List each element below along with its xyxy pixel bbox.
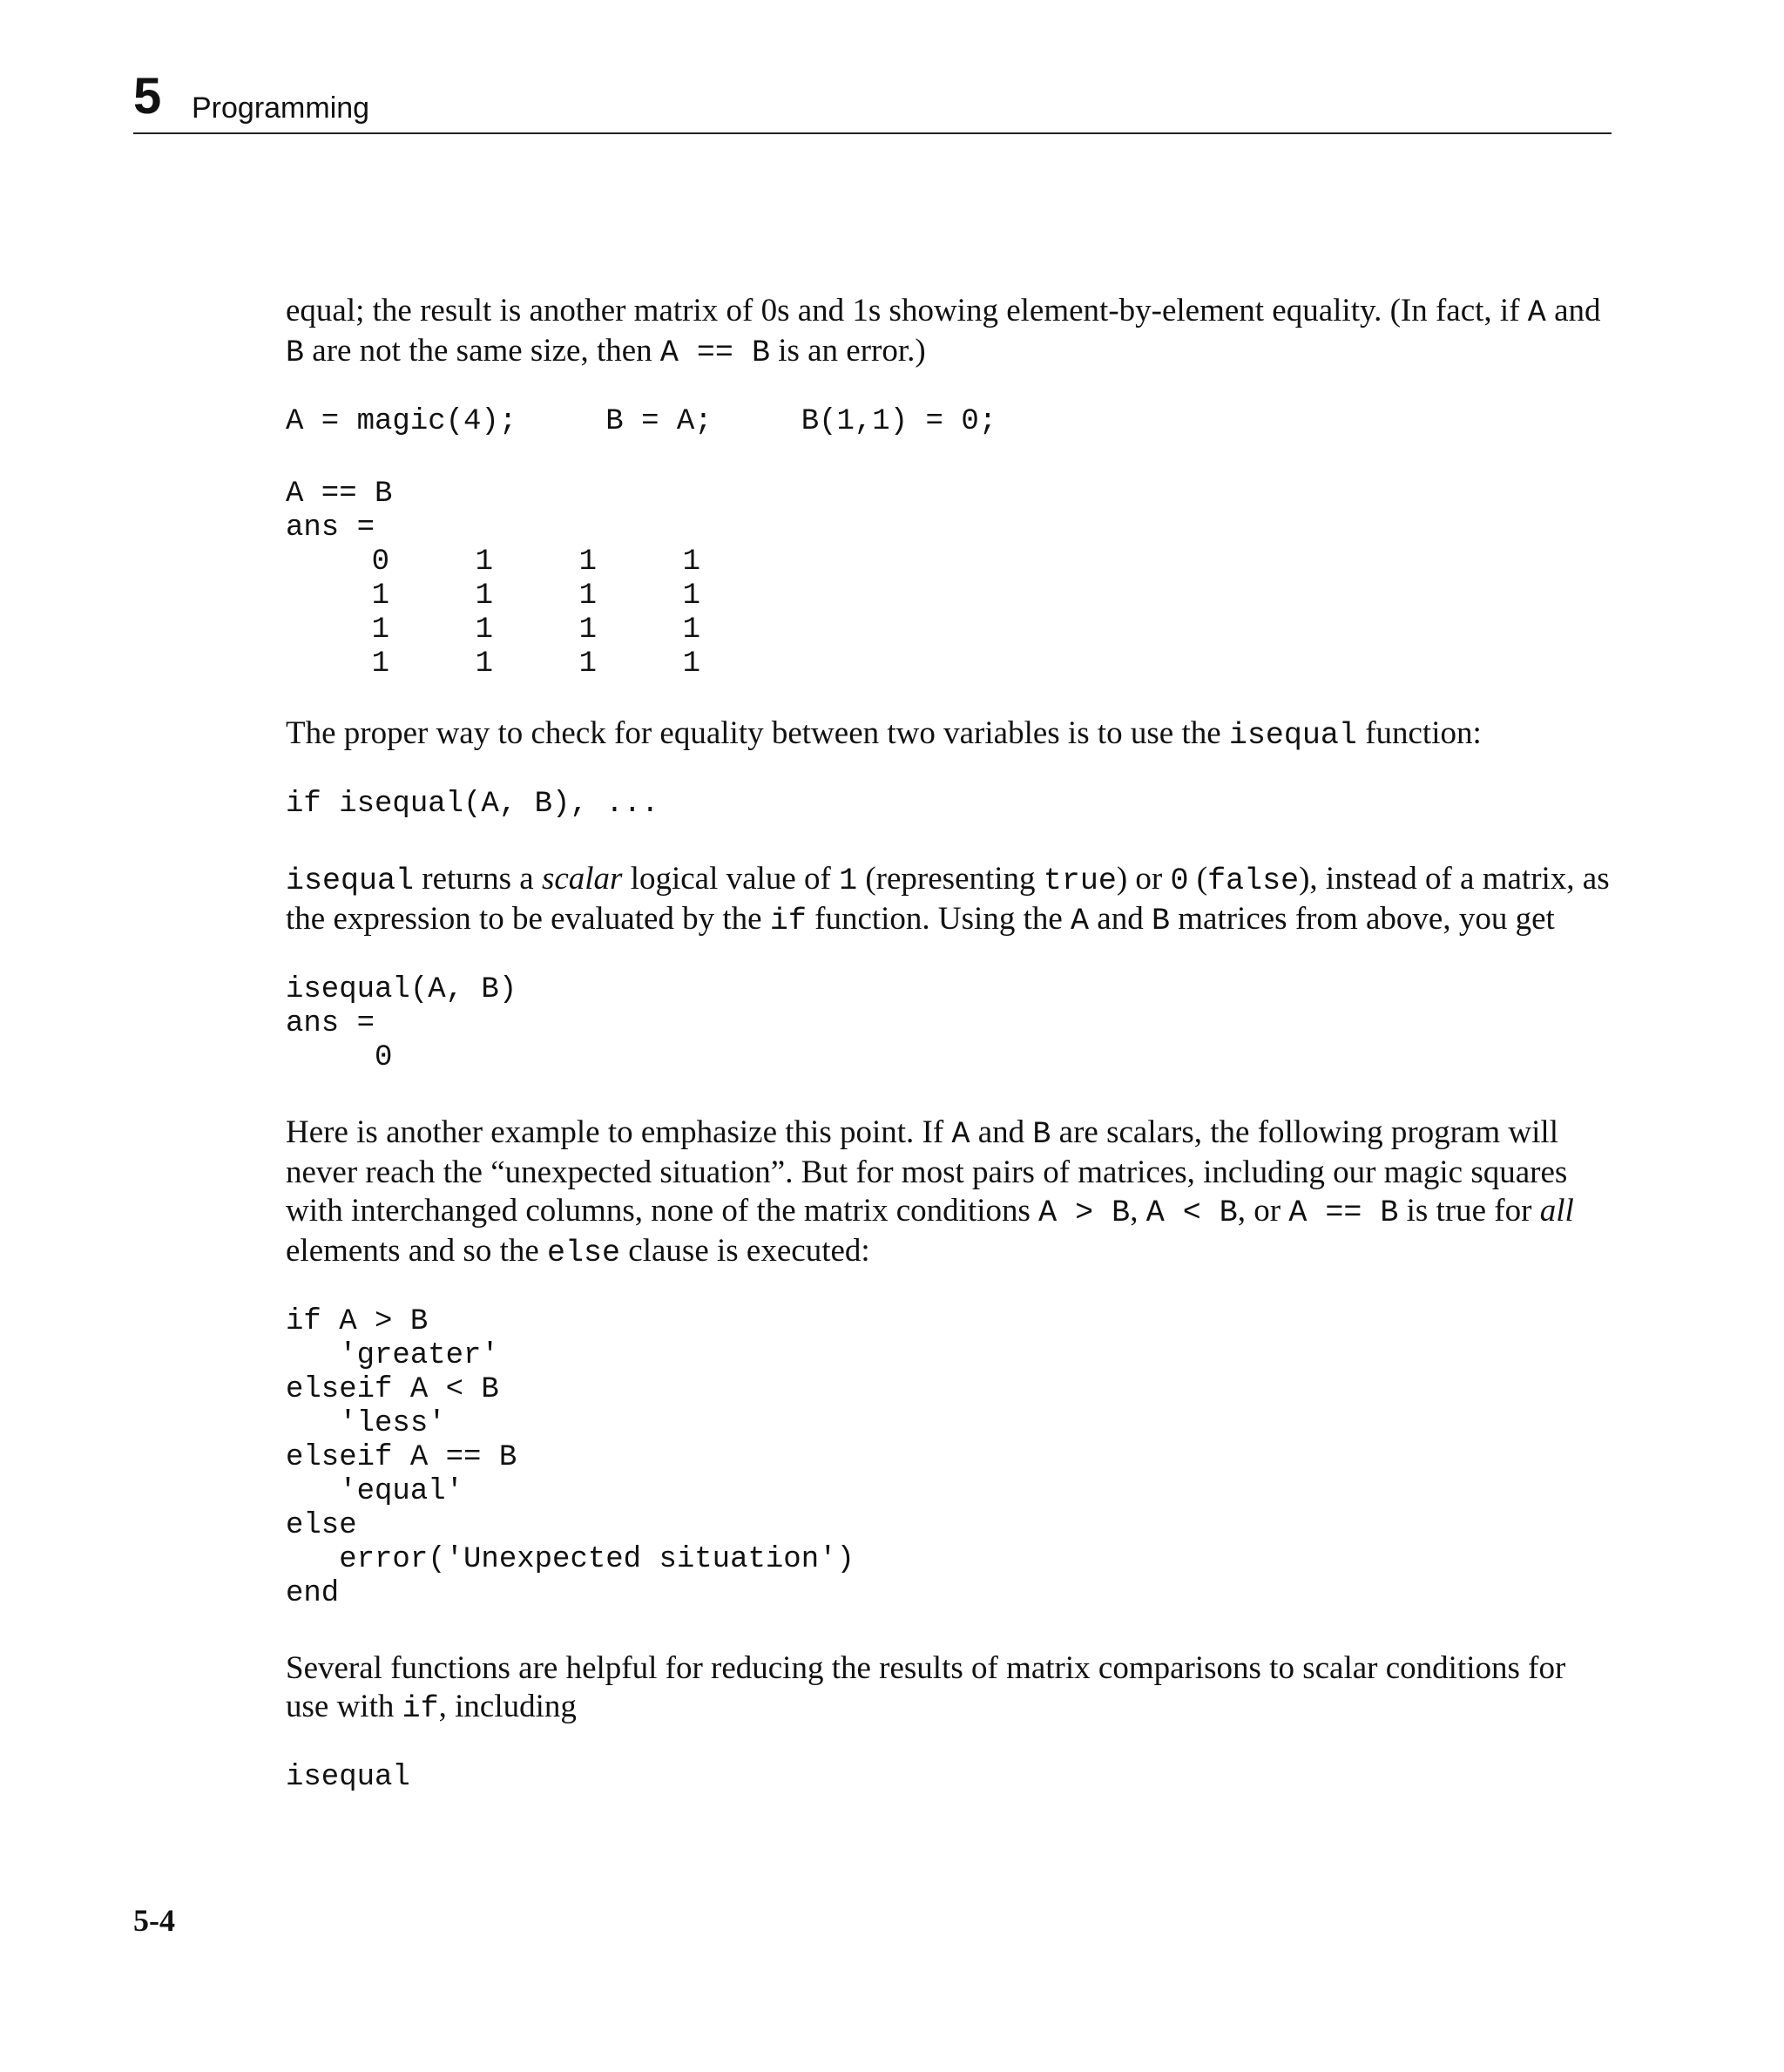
text-run: The proper way to check for equality between two variables is to use the (286, 715, 1229, 751)
text-run: Here is another example to emphasize this point. If (286, 1114, 952, 1150)
inline-code: B (1151, 904, 1170, 938)
code-line: 0 (286, 1041, 393, 1074)
code-block-comparison (286, 477, 1610, 545)
matrix-row (286, 545, 1610, 579)
inline-code: A > B (1038, 1195, 1131, 1230)
inline-code: A == B (1288, 1195, 1399, 1230)
inline-code: false (1207, 863, 1300, 898)
matrix-cell: 1 (475, 545, 493, 579)
text-run: , (1130, 1193, 1146, 1229)
inline-code: else (547, 1236, 621, 1270)
inline-code: if (402, 1691, 439, 1726)
code-line: if isequal(A, B), ... (286, 788, 659, 821)
inline-code: 1 (839, 863, 858, 898)
chapter-title: Programming (192, 91, 370, 125)
code-line: A = magic(4); B = A; B(1,1) = 0; (286, 405, 997, 438)
code-line: ans = (286, 1007, 375, 1040)
matrix-cell: 1 (578, 647, 597, 681)
code-line: else (286, 1509, 357, 1542)
result-matrix (286, 545, 1610, 681)
text-run: are not the same size, then (304, 333, 660, 369)
code-block-function-list (286, 1761, 1610, 1795)
matrix-row (286, 579, 1610, 613)
code-line: ans = (286, 511, 375, 545)
code-block-isequal-result (286, 973, 1610, 1075)
text-run: Several functions are helpful for reducing the results of matrix comparisons to scalar conditions for use with (286, 1650, 1566, 1724)
code-line: error('Unexpected situation') (286, 1543, 855, 1576)
code-line: isequal(A, B) (286, 973, 517, 1006)
text-run: , or (1237, 1193, 1289, 1229)
inline-code: A < B (1145, 1195, 1238, 1230)
code-line: elseif A == B (286, 1441, 517, 1474)
text-run: elements and so the (286, 1233, 548, 1269)
emphasis: all (1539, 1193, 1574, 1229)
matrix-cell: 1 (371, 613, 389, 647)
page-number: 5-4 (133, 1903, 175, 1938)
code-line: if A > B (286, 1305, 429, 1338)
code-block-if-elseif (286, 1305, 1610, 1611)
text-run: function. Using the (806, 901, 1071, 937)
inline-code: A == B (659, 335, 770, 370)
inline-code: isequal (286, 863, 415, 898)
text-run: (representing (857, 861, 1044, 897)
matrix-cell: 1 (475, 647, 493, 681)
text-run: , including (438, 1689, 577, 1724)
matrix-cell: 1 (475, 579, 493, 613)
text-run: function: (1356, 715, 1482, 751)
code-block-setup (286, 405, 1610, 439)
code-line: elseif A < B (286, 1373, 499, 1406)
text-run: clause is executed: (620, 1233, 870, 1269)
chapter-number: 5 (133, 68, 162, 125)
matrix-row (286, 613, 1610, 647)
matrix-cell: 0 (371, 545, 389, 579)
code-line: A == B (286, 477, 393, 511)
code-line: 'equal' (286, 1475, 464, 1508)
inline-code: if (769, 904, 807, 938)
matrix-row (286, 647, 1610, 681)
text-run: are scalars, the following program will never reach the “unexpected situation”. But for most pairs of matrices, including our magic squares with interchanged columns, none of the matrix conditions (286, 1114, 1568, 1229)
page-content (286, 292, 1610, 1795)
text-run: and (1545, 293, 1601, 328)
code-line: end (286, 1577, 340, 1610)
inline-code: isequal (1228, 718, 1357, 753)
text-run: is true for (1398, 1193, 1540, 1229)
text-run: ( (1188, 861, 1208, 897)
matrix-cell: 1 (682, 545, 700, 579)
text-run: logical value of (622, 861, 840, 897)
text-run: returns a (414, 861, 542, 897)
matrix-cell: 1 (682, 613, 700, 647)
matrix-cell: 1 (682, 579, 700, 613)
paragraph-isequal-intro (286, 714, 1610, 755)
inline-code: A (951, 1117, 970, 1152)
inline-code: A (1071, 904, 1090, 938)
text-run: and (1089, 901, 1152, 937)
code-block-isequal-if (286, 788, 1610, 822)
text-run: ) or (1116, 861, 1171, 897)
paragraph-isequal-returns (286, 860, 1610, 940)
matrix-cell: 1 (578, 579, 597, 613)
matrix-cell: 1 (475, 613, 493, 647)
inline-code: B (286, 335, 305, 370)
inline-code: true (1043, 863, 1117, 898)
matrix-cell: 1 (578, 545, 597, 579)
emphasis: scalar (541, 861, 623, 897)
inline-code: 0 (1170, 863, 1189, 898)
code-line: 'greater' (286, 1339, 499, 1372)
paragraph-another-example (286, 1114, 1610, 1272)
matrix-cell: 1 (371, 647, 389, 681)
text-run: matrices from above, you get (1170, 901, 1555, 937)
code-line: 'less' (286, 1407, 446, 1440)
page-header (133, 70, 1612, 134)
code-line: isequal (286, 1761, 410, 1794)
matrix-cell: 1 (578, 613, 597, 647)
matrix-cell: 1 (371, 579, 389, 613)
text-run: ), instead of a matrix, as the expression to be evaluated by the (286, 861, 1610, 937)
inline-code: B (1032, 1117, 1051, 1152)
text-run: equal; the result is another matrix of 0s and 1s showing element-by-element equality. (In fact, if (286, 293, 1528, 328)
inline-code: A (1527, 295, 1546, 330)
text-run: and (970, 1114, 1033, 1150)
paragraph-several-functions (286, 1649, 1610, 1728)
matrix-cell: 1 (682, 647, 700, 681)
text-run: is an error.) (769, 333, 926, 369)
paragraph-equality-result (286, 292, 1610, 372)
